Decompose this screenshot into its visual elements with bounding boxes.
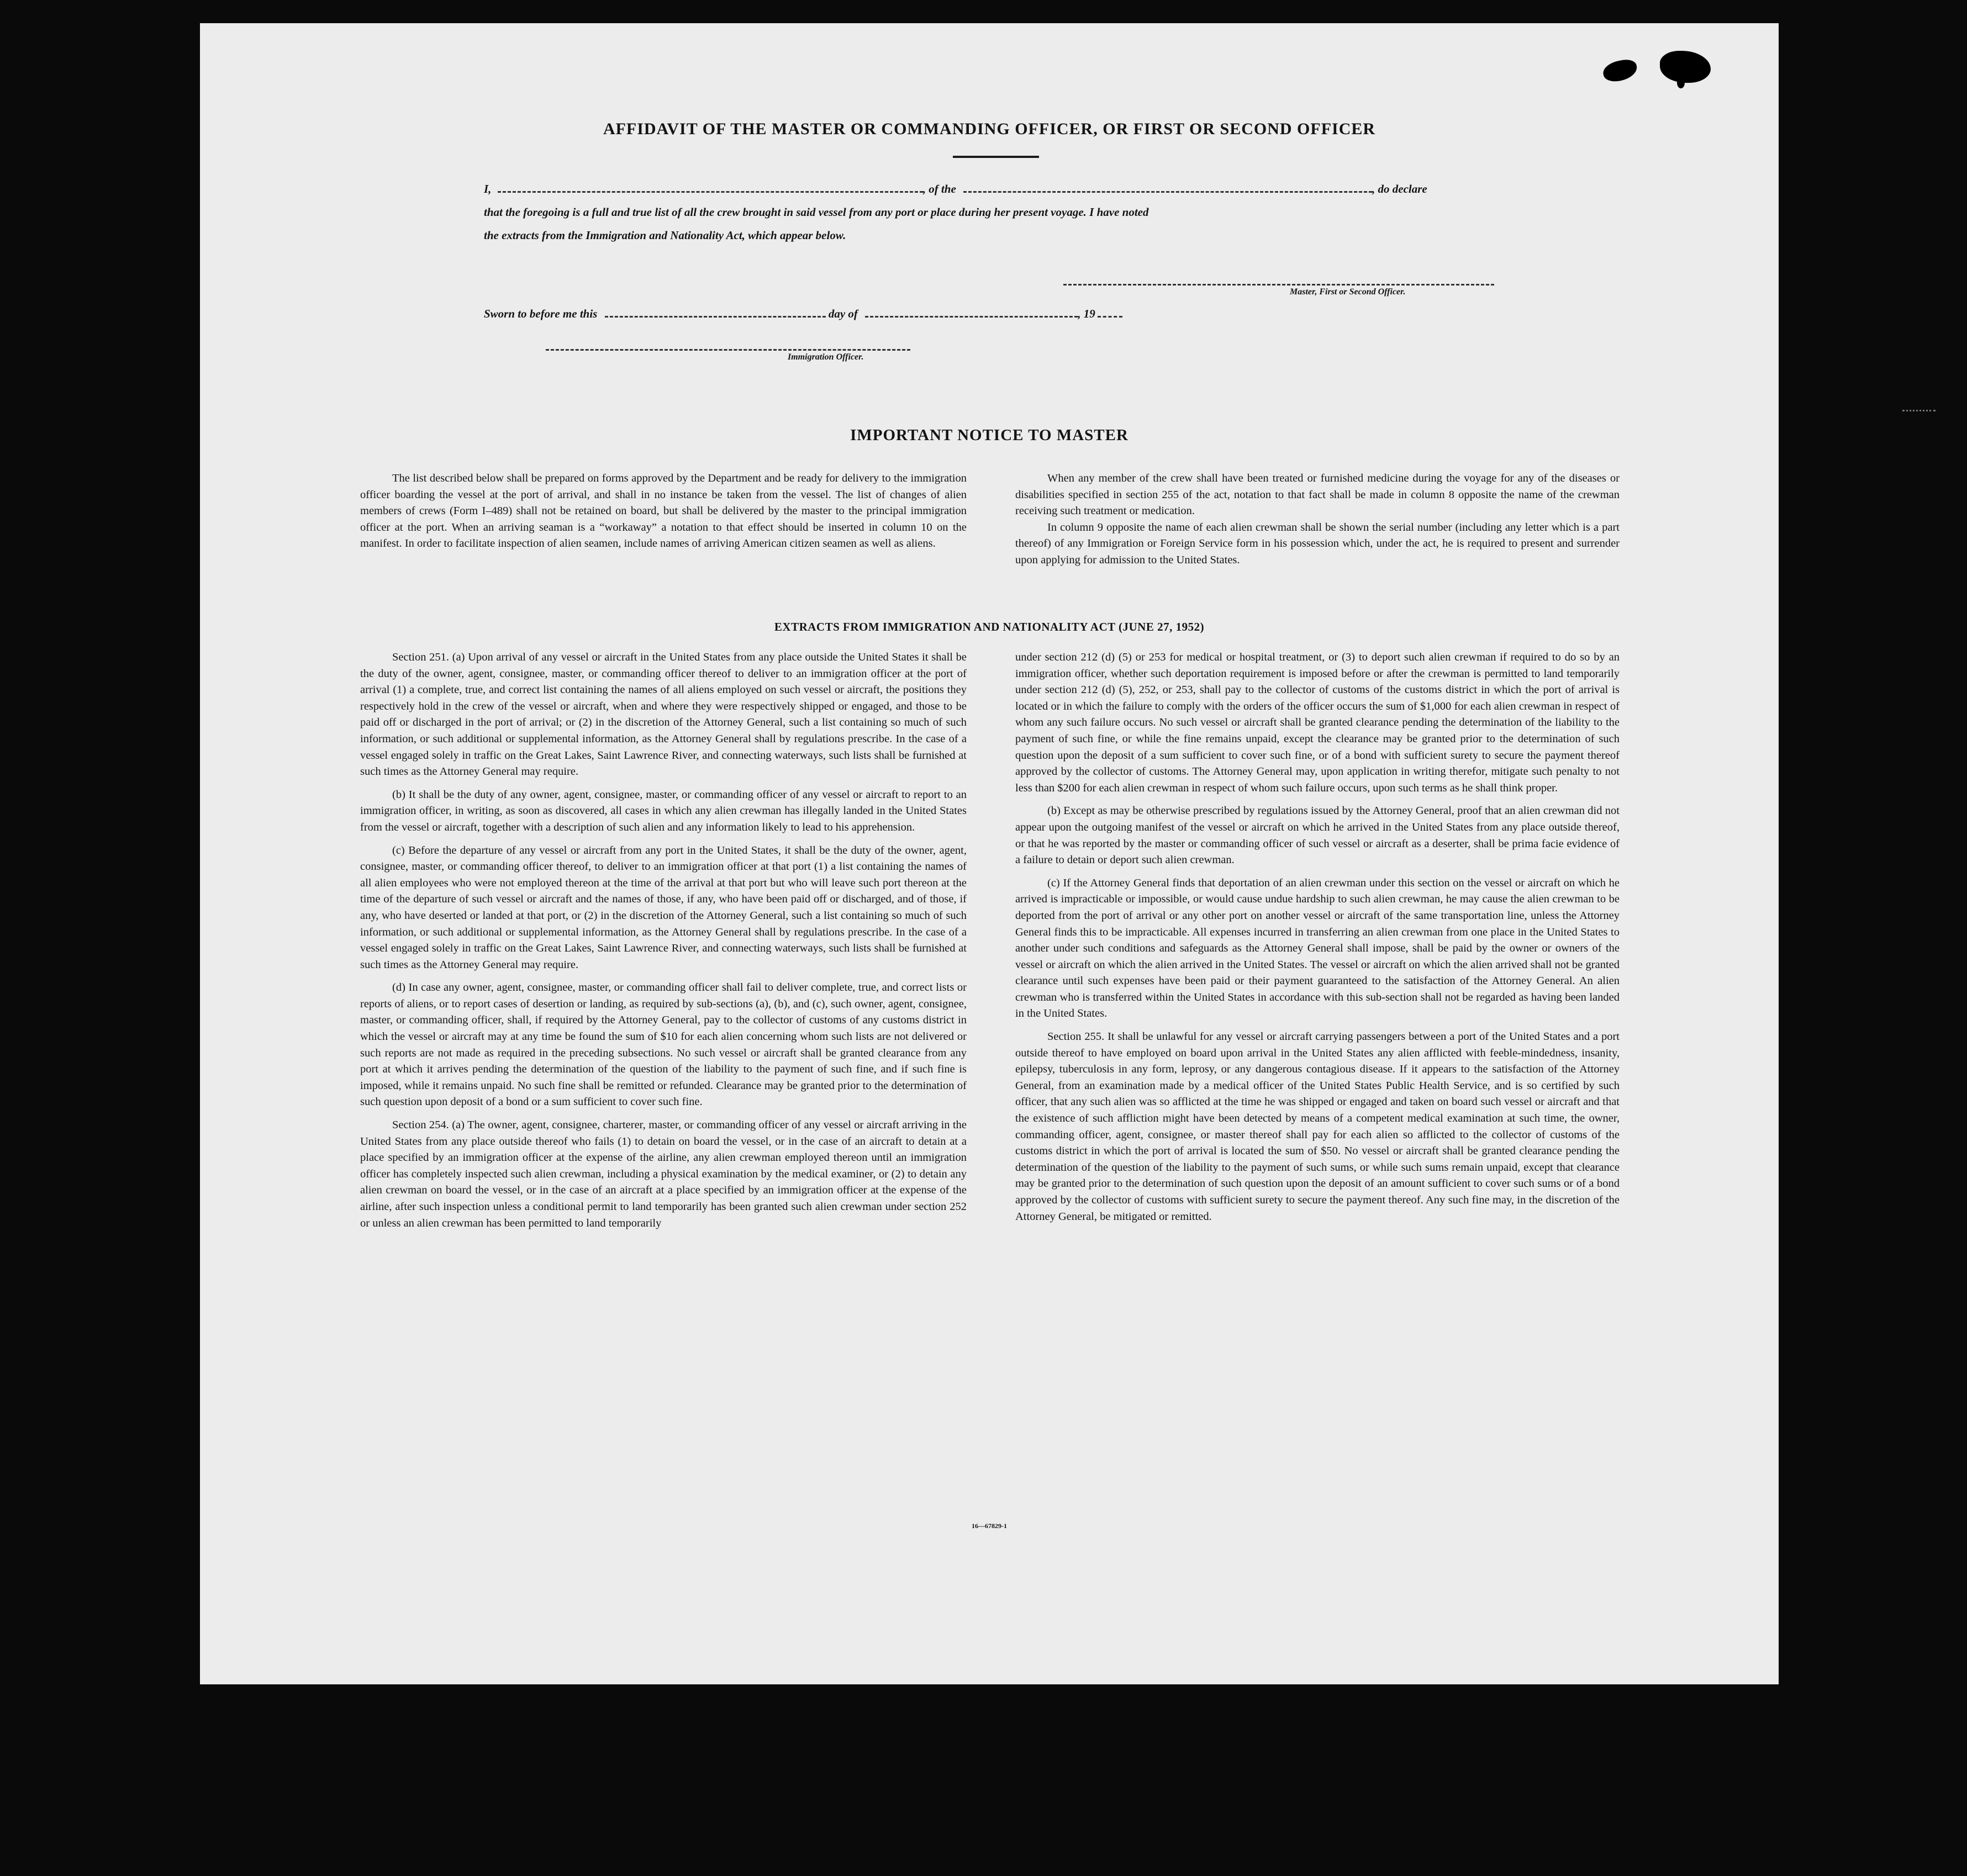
notice-right-column (1015, 471, 1620, 569)
section-paragraph: Section 255. It shall be unlawful for any vessel or aircraft carrying passengers between a port of the United States and a port outside thereof to have employed on board upon arrival in the United States any alien afflicted with feeble-mindedness, insanity, epilepsy, tuberculosis in any form, leprosy, or any dangerous contagious disease. If it appears to the satisfaction of the Attorney General, from an examination made by a medical officer of the United States Public Health Service, and is so certified by such officer, that any such alien was so afflicted at the time he was shipped or engaged and taken on board such vessel or aircraft and that the existence of such affliction might have been detected by means of a competent medical examination at such time, the owner, commanding officer, agent, consignee, or master thereof shall pay for each alien so afflicted to the collector of customs of the customs district in which the port of arrival is located the sum of $50. No vessel or aircraft shall be granted clearance pending the determination of the question of the liability to the payment of such sums, or while such sums remain unpaid, except that clearance may be granted prior to the determination of such question upon the deposit of an amount sufficient to cover such sums or of a bond approved by the collector of customs with sufficient surety to secure the payment thereof. Any such fine may, in the discretion of the Attorney General, be mitigated or remitted. (1015, 1031, 1620, 1223)
section-paragraph: (d) In case any owner, agent, consignee, master, or commanding officer shall fail to deliver complete, true, and correct lists or reports of aliens, or to report cases of desertion or landing, as required by sub-sections (a), (b), and (c), such owner, agent, consignee, master, or commanding officer, shall, if required by the Attorney General, pay to the collector of customs of any customs district in which the vessel or aircraft may at any time be found the sum of $10 for each alien concerning whom such lists are not delivered or such reports are not made as required in the preceding subsections. No such vessel or aircraft shall be granted clearance from any port at which it arrives pending the determination of the question of the liability to the payment of such fine, and if such fine is imposed, while it remains unpaid. No such fine shall be remitted or refunded. Clearance may be granted prior to the determination of such question upon deposit of a bond or a sum sufficient to cover such fine. (360, 981, 967, 1108)
notice-paragraph: The list described below shall be prepared on forms approved by the Department and be ready for delivery to the immigration officer boarding the vessel at the port of arrival, and shall in no instance be taken from the vessel. The list of changes of alien members of crews (Form I–489) shall not be retained on board, but shall be delivered by the master to the principal immigration officer at the port. When an arriving seaman is a “workaway” a notation to that effect should be inserted in column 10 on the manifest. In order to facilitate inspection of alien seamen, include names of arriving American citizen seamen as well as aliens. (360, 472, 967, 550)
sworn-month-field-line[interactable] (865, 315, 1078, 318)
section-paragraph: (c) If the Attorney General finds that deportation of an alien crewman under this section on the vessel or aircraft on which he arrived is impracticable or impossible, or would cause undue hardship to such alien crewman, he may cause the alien crewman to be deported from the port of arrival or any other port on another vessel or aircraft of the same transportation line, unless the Attorney General finds this to be impracticable. All expenses incurred in transferring an alien crewman from one place in the United States to another under such conditions and safeguards as the Attorney General shall impose, shall be paid by the owner or owners of the vessel or aircraft on which the alien arrived in the United States. The vessel or aircraft on which the alien arrived shall not be granted clearance until such expenses have been paid or their payment guaranteed to the satisfaction of the Attorney General. An alien crewman who is transferred within the United States in accordance with this sub-section shall not be regarded as having been landed in the United States. (1015, 876, 1620, 1020)
immigration-officer-label: Immigration Officer. (788, 352, 864, 362)
declaration-of-the: , of the (922, 182, 956, 195)
sworn-day-field-line[interactable] (605, 315, 826, 318)
declaration-block (484, 182, 1495, 254)
extracts-right-column (1015, 649, 1620, 1225)
section-paragraph: (b) Except as may be otherwise prescribed by regulations issued by the Attorney General, proof that an alien crewman did not appear upon the outgoing manifest of the vessel or aircraft on which he arrived in the United States from any place outside thereof, or that he was reported by the master or commanding officer of such vessel or aircraft as a deserter, shall be prima facie evidence of a failure to detain or deport such alien crewman. (1015, 805, 1620, 866)
declaration-line-3: the extracts from the Immigration and Nationality Act, which appear below. (484, 229, 846, 242)
notice-title: IMPORTANT NOTICE TO MASTER (850, 426, 1128, 444)
sworn-block (484, 307, 1495, 329)
notice-left-column (360, 471, 967, 552)
extracts-title: EXTRACTS FROM IMMIGRATION AND NATIONALITY ACT (JUNE 27, 1952) (774, 620, 1205, 633)
affidavit-title: AFFIDAVIT OF THE MASTER OR COMMANDING OFFICER, OR FIRST OR SECOND OFFICER (603, 120, 1376, 138)
master-signature-line[interactable] (1063, 284, 1494, 286)
section-paragraph: under section 212 (d) (5) or 253 for medical or hospital treatment, or (3) to deport such alien crewman if required to do so by an immigration officer, whether such deportation requirement is imposed before or after the crewman is permitted to land temporarily under section 212 (d) (5), 252, or 253, shall pay to the collector of customs of the customs district in which the port of arrival is located or in which the failure to comply with the orders of the officer occurs the sum of $1,000 for each alien crewman in respect of whom any such failure occurs. No such vessel or aircraft shall be granted clearance pending the determination of the liability to the payment of such fine, or while the fine remains unpaid, except the clearance may be granted prior to the determination of such question upon the deposit of a sum sufficient to cover such fine, or of a bond with sufficient surety to secure the payment thereof approved by the collector of customs. The Attorney General may, upon application in writing therefor, mitigate such penalty to not less than $200 for each alien crewman in respect of whom such failure occurs, upon such terms as he shall think proper. (1015, 651, 1620, 794)
name-field-line[interactable] (498, 190, 923, 193)
sworn-year: , 19 (1078, 307, 1095, 320)
sworn-year-field-line[interactable] (1098, 315, 1122, 318)
master-signature-label: Master, First or Second Officer. (1290, 287, 1406, 297)
sworn-day-of: day of (828, 307, 858, 320)
notice-paragraph: When any member of the crew shall have been treated or furnished medicine during the voyage for any of the diseases or disabilities specified in section 255 of the act, notation to that fact shall be made in column 8 opposite the name of the crewman receiving such treatment or medication. (1015, 472, 1620, 517)
notice-paragraph: In column 9 opposite the name of each alien crewman shall be shown the serial number (including any letter which is a part thereof) of any Immigration or Foreign Service form in his possession which, under the act, he is required to present and surrender upon applying for admission to the United States. (1015, 521, 1620, 566)
section-paragraph: Section 251. (a) Upon arrival of any vessel or aircraft in the United States from any place outside the United States it shall be the duty of the owner, agent, consignee, master, or commanding officer thereof to deliver to an immigration officer at the port of arrival (1) a complete, true, and correct list containing the names of all aliens employed on such vessel or aircraft, the positions they respectively hold in the crew of the vessel or aircraft, when and where they were respectively shipped or engaged, and those to be paid off or discharged in the port of arrival; or (2) in the discretion of the Attorney General, such a list containing so much of such information, or such additional or supplemental information, as the Attorney General shall by regulations prescribe. In the case of a vessel engaged solely in traffic on the Great Lakes, Saint Lawrence River, and connecting waterways, such lists shall be furnished at such times as the Attorney General may require. (360, 651, 967, 778)
sworn-prefix: Sworn to before me this (484, 307, 598, 320)
section-paragraph: (b) It shall be the duty of any owner, agent, consignee, master, or commanding officer of any vessel or aircraft to report to an immigration officer, in writing, as soon as discovered, all cases in which any alien crewman has illegally landed in the United States from the vessel or aircraft, together with a description of such alien and any information likely to lead to his apprehension. (360, 788, 967, 833)
section-paragraph: (c) Before the departure of any vessel or aircraft from any port in the United States, it shall be the duty of the owner, agent, consignee, master, or commanding officer thereof, to deliver to an immigration officer at that port (1) a list containing the names of all alien employees who were not employed thereon at the time of the arrival at that port but who will leave such port thereon at the time of the departure of such vessel or aircraft and the names of those, if any, who have been paid off or discharged, and of those, if any, who have deserted or landed at that port, or (2) in the discretion of the Attorney General, such a list containing so much of such information, or such additional or supplemental information, as the Attorney General shall by regulations prescribe. In the case of a vessel engaged solely in traffic on the Great Lakes, Saint Lawrence River, and connecting waterways, such lists shall be furnished at such times as the Attorney General may require. (360, 844, 967, 971)
declaration-line-2: that the foregoing is a full and true list of all the crew brought in said vessel from any port or place during her present voyage. I have noted (484, 205, 1149, 219)
section-paragraph: Section 254. (a) The owner, agent, consignee, charterer, master, or commanding officer of any vessel or aircraft arriving in the United States from any place outside thereof who fails (1) to detain on board the vessel, or in the case of an aircraft to detain at a place specified by an immigration officer at the expense of the airline, any alien crewman employed thereon until an immigration officer has completely inspected such alien crewman, including a physical examination by the medical examiner, or (2) to detain any alien crewman on board the vessel, or in the case of an aircraft at a place specified by an immigration officer at the expense of the airline, after such inspection unless a conditional permit to land temporarily has been granted such alien crewman under section 252 or unless an alien crewman has been permitted to land temporarily (360, 1119, 967, 1229)
margin-specks (1902, 410, 1936, 415)
vessel-field-line[interactable] (963, 190, 1372, 193)
declaration-do-declare: , do declare (1372, 182, 1427, 195)
extracts-left-column (360, 649, 967, 1232)
declaration-i: I, (484, 182, 492, 195)
form-code: 16—67829-1 (972, 1522, 1007, 1530)
immigration-officer-signature-line[interactable] (546, 349, 910, 351)
title-underline (953, 156, 1039, 158)
ink-blot (1677, 77, 1685, 88)
